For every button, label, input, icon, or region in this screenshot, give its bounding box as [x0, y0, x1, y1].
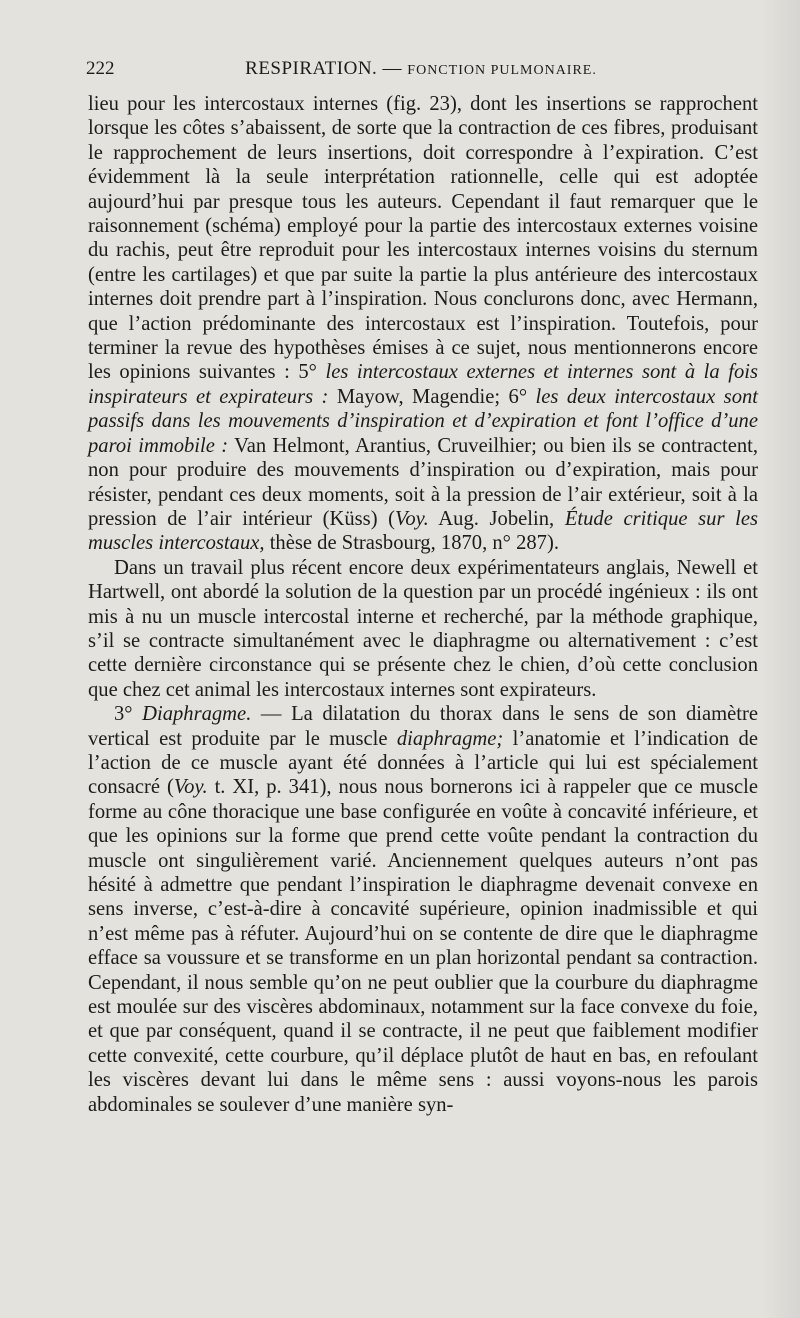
paragraph — [88, 92, 758, 556]
running-head-sub: FONCTION PULMONAIRE. — [407, 63, 597, 78]
text-run: Aug. Jobelin, — [428, 507, 565, 530]
body-text — [88, 92, 758, 1117]
text-run: Van Helmont, Arantius, Cruveilhier; ou bien ils se contractent, non pour produire des mouvements d’inspiration ou d’expiration, mais pour résister, pendant ces deux moments, soit à la pression de l’air extérieur, soit à la pression de l’air intérieur (Küss) ( — [88, 434, 759, 530]
text-run: Dans un travail plus récent encore deux expérimentateurs anglais, Newell et Hartwell, ont abordé la solution de la question par un procédé ingénieux : ils ont mis à nu un muscle intercostal interne et recherché, par la méthode graphique, s’il se contracte simultanément avec le diaphragme ou alternativement : c’est cette dernière circonstance qui se présente chez le chien, d’où cette conclusion que chez cet animal les intercostaux internes sont expirateurs. — [88, 556, 758, 701]
text-run: 3° — [114, 703, 143, 726]
text-run: — La dilatation du thorax dans le sens de son diamètre vertical est produite par le muscle — [88, 703, 758, 750]
text-run: lieu pour les intercostaux internes (fig. 23), dont les insertions se rapprochent lorsque les côtes s’abaissent, de sorte que la contraction de ces fibres, produisant le rapprochement de leurs insertions, doit correspondre à l’expiration. C’est évidemment là la seule interprétation rationnelle, celle qui est adoptée aujourd’hui par presque tous les auteurs. Cependant il faut remarquer que le raisonnement (schéma) employé pour la partie des intercostaux externes voisine du rachis, peut être reproduit pour les intercostaux internes voisins du sternum (entre les cartilages) et que par suite la partie la plus antérieure des intercostaux internes doit prendre part à l’inspiration. Nous conclurons donc, avec Hermann, que l’action prédominante des intercostaux est l’inspiration. Toutefois, pour terminer la revue des hypothèses émises à ce sujet, nous mentionnerons encore les opinions suivantes : 5° — [88, 93, 758, 384]
italic-text: diaphragme; — [396, 727, 504, 750]
italic-text: les deux intercostaux sont passifs dans les mouvements d’inspiration et d’expiration et font l’office d’une paroi immobile : — [88, 385, 759, 457]
paragraph — [88, 702, 758, 1117]
text-run: Mayow, Magendie; 6° — [328, 385, 536, 408]
italic-text: Voy. — [395, 507, 429, 530]
italic-text: Voy. — [173, 776, 208, 799]
text-run: l’anatomie et l’indication de l’action de ce muscle ayant été données à l’article qui lui est spécialement consacré ( — [88, 727, 758, 799]
text-run: t. XI, p. 341), nous nous bornerons ici à rappeler que ce muscle forme au cône thoracique une base configurée en voûte à concavité inférieure, et que les opinions sur la forme que prend cette voûte pendant la contraction du muscle ont singulièrement varié. Anciennement quelques auteurs n’ont pas hésité à admettre que pendant l’inspiration le diaphragme devenait convexe en sens inverse, c’est-à-dire à concavité supérieure, opinion inadmissible et qui n’est même pas à réfuter. Aujourd’hui on se contente de dire que le diaphragme efface sa voussure et se transforme en un plan horizontal pendant sa contraction. Cependant, il nous semble qu’on ne peut oublier que la courbure du diaphragme est moulée sur des viscères abdominaux, notamment sur la face convexe du foie, et que par conséquent, quand il se contracte, il ne peut que faiblement modifier cette convexité, cette courbure, qu’il déplace plutôt de haut en bas, en refoulant les viscères devant lui dans le même sens : aussi voyons-nous les parois abdominales se soulever d’une manière syn- — [88, 776, 758, 1116]
italic-text: Étude critique sur les muscles intercostaux, — [88, 507, 758, 555]
running-head-main: RESPIRATION. — — [245, 58, 408, 79]
running-head — [86, 58, 756, 80]
italic-text: les intercostaux externes et internes sont à la fois inspirateurs et expirateurs : — [88, 361, 758, 408]
page-edge-shadow — [760, 0, 800, 1318]
italic-text: Diaphragme. — [142, 703, 252, 726]
page-number: 222 — [86, 58, 115, 79]
text-run: thèse de Strasbourg, 1870, n° 287). — [264, 532, 559, 555]
page-header — [86, 58, 756, 88]
paragraph — [88, 556, 758, 702]
